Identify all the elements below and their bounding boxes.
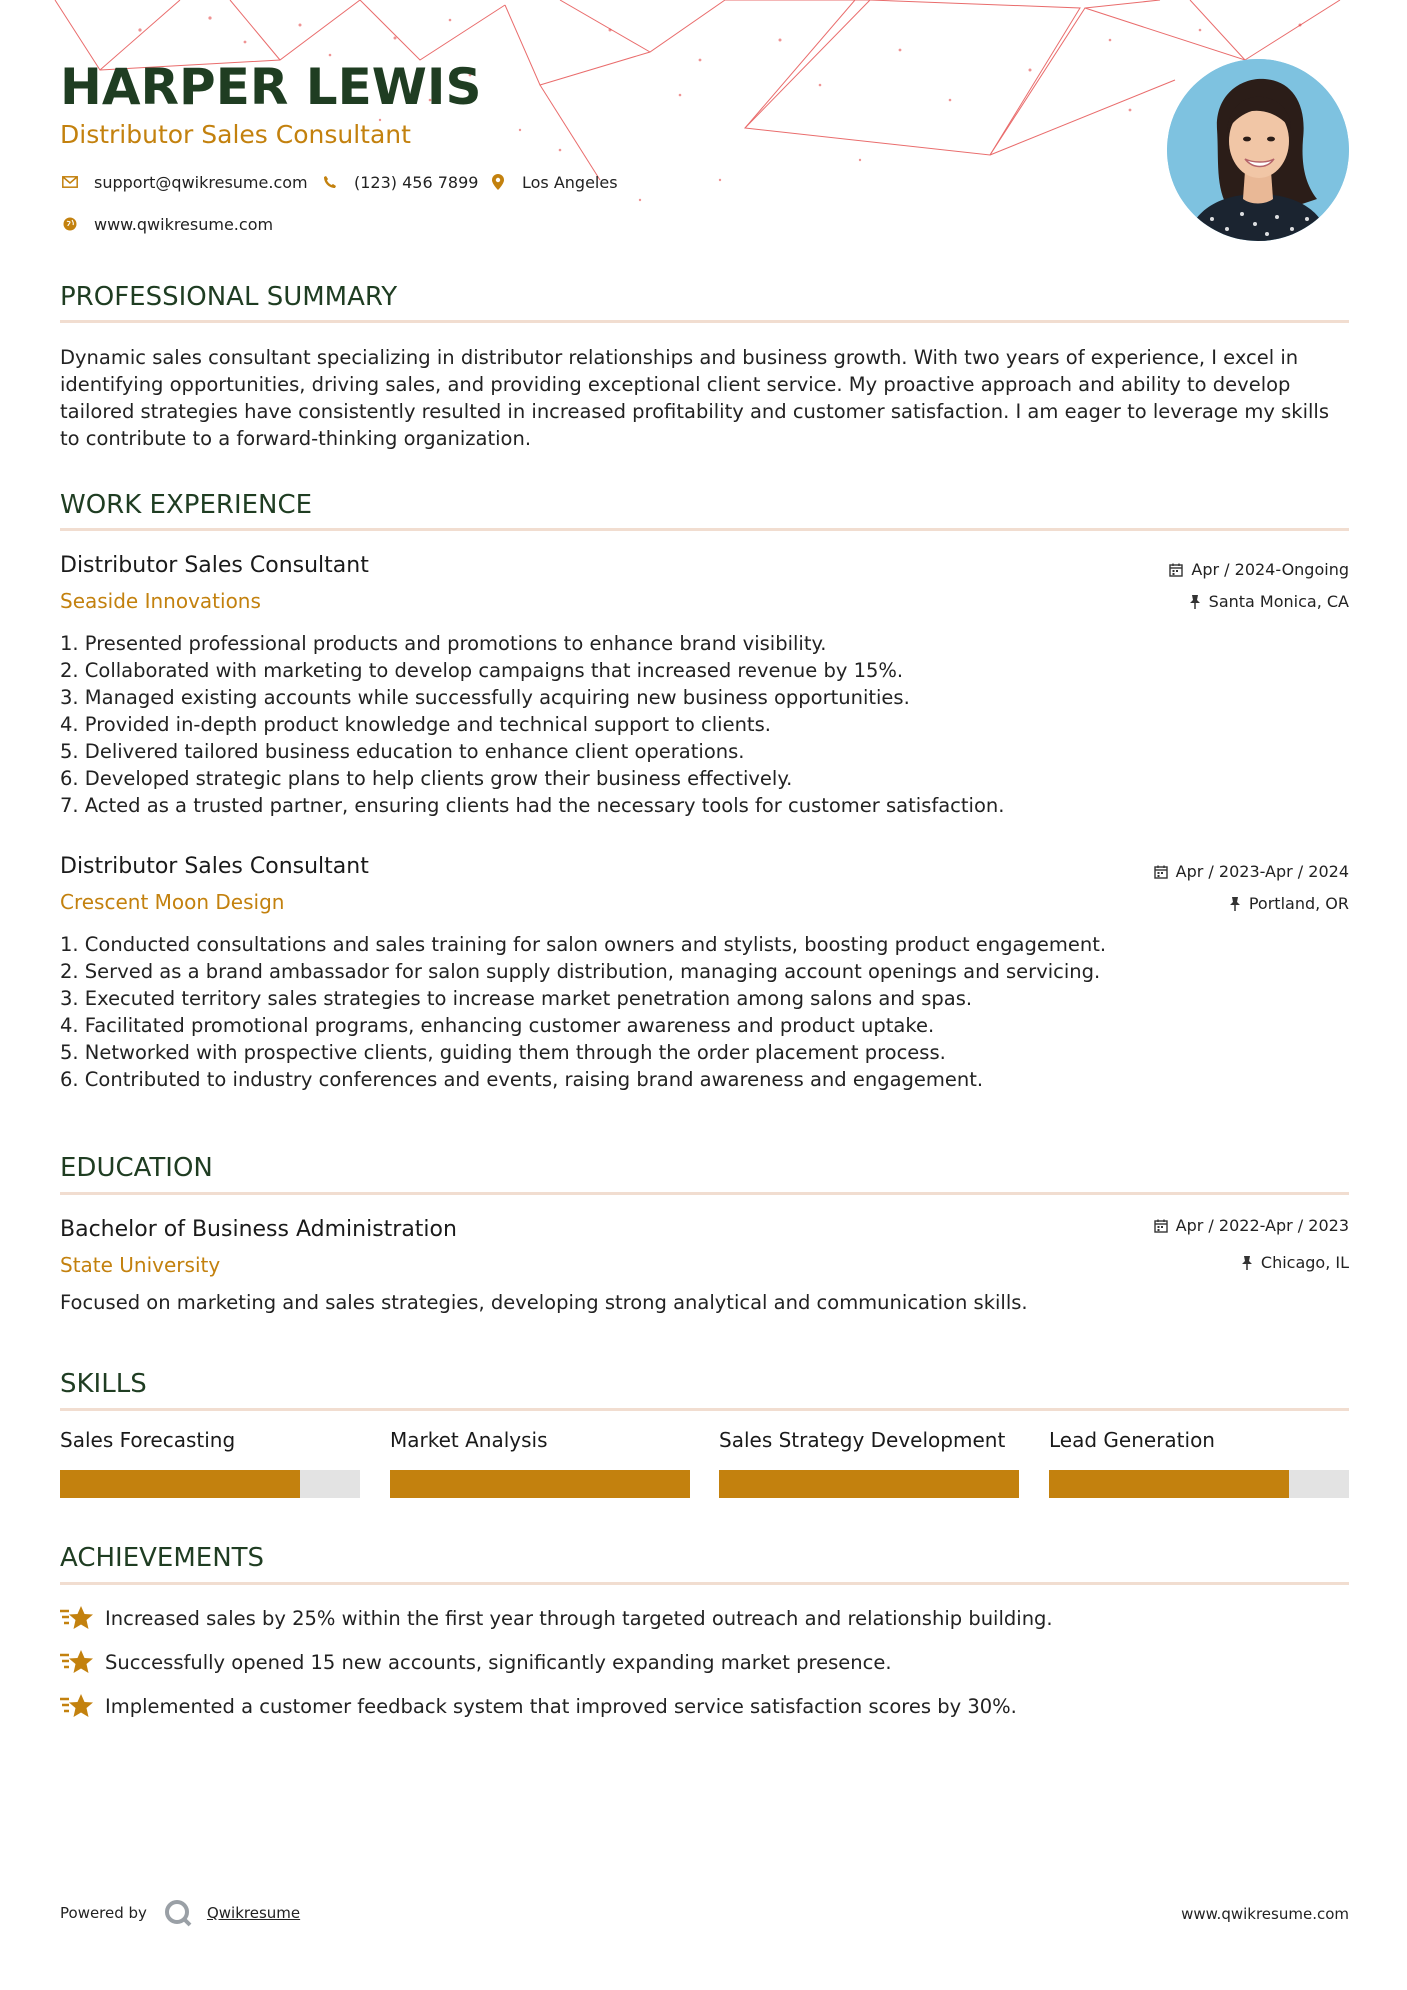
job-bullets	[60, 931, 1340, 1093]
phone-icon	[320, 172, 340, 192]
achievements-divider	[60, 1582, 1349, 1585]
job-company: Crescent Moon Design	[60, 890, 285, 914]
pushpin-icon	[1189, 595, 1201, 609]
qwikresume-logo-icon	[163, 1898, 193, 1928]
skill-bar	[719, 1470, 1019, 1498]
education-dates	[1154, 1216, 1349, 1235]
qwikresume-link[interactable]: Qwikresume	[206, 1904, 301, 1922]
star-icon	[60, 1692, 94, 1720]
calendar-icon	[1154, 865, 1168, 879]
job-dates	[1169, 560, 1349, 579]
list-item: 6. Developed strategic plans to help clients grow their business effectively.	[60, 767, 793, 790]
list-item: 3. Managed existing accounts while successfully acquiring new business opportunities.	[60, 686, 910, 709]
summary-text: Dynamic sales consultant specializing in distributor relationships and business growth. With two years of experience, I excel in identifying opportunities, driving sales, and providing exceptional client service. My proactive approach and ability to develop tailored strategies have consistently resulted in increased profitability and customer satisfaction. I am eager to leverage my skills to contribute to a forward-thinking organization.	[60, 346, 1329, 450]
skill-item	[1049, 1428, 1349, 1498]
footer-website[interactable]: www.qwikresume.com	[1181, 1905, 1349, 1923]
job-company: Seaside Innovations	[60, 589, 261, 613]
profile-photo	[1167, 59, 1349, 241]
list-item: 3. Executed territory sales strategies to increase market penetration among salons and spas.	[60, 987, 973, 1010]
summary-heading: PROFESSIONAL SUMMARY	[60, 282, 398, 312]
pushpin-icon	[1229, 897, 1241, 911]
contact-email[interactable]	[60, 172, 308, 192]
pushpin-icon	[1241, 1256, 1253, 1270]
achievement-item	[60, 1692, 1017, 1720]
experience-divider	[60, 528, 1349, 531]
list-item: 2. Collaborated with marketing to develop campaigns that increased revenue by 15%.	[60, 659, 904, 682]
education-dates-text: Apr / 2022-Apr / 2023	[1175, 1216, 1349, 1235]
job-dates-text: Apr / 2024-Ongoing	[1191, 560, 1349, 579]
candidate-name: HARPER LEWIS	[60, 58, 482, 116]
skill-item	[390, 1428, 690, 1498]
list-item: 2. Served as a brand ambassador for salon supply distribution, managing account openings and servicing.	[60, 960, 1101, 983]
candidate-title: Distributor Sales Consultant	[60, 120, 411, 149]
skill-bar	[390, 1470, 690, 1498]
powered-by-text: Powered by	[60, 1904, 147, 1922]
job-location-text: Santa Monica, CA	[1208, 592, 1349, 611]
job-location	[1229, 894, 1349, 913]
achievement-text: Implemented a customer feedback system that improved service satisfaction scores by 30%.	[105, 1694, 1017, 1718]
star-icon	[60, 1604, 94, 1632]
skill-bar	[60, 1470, 360, 1498]
job-location-text: Portland, OR	[1248, 894, 1349, 913]
envelope-icon	[60, 172, 80, 192]
education-description: Focused on marketing and sales strategies, developing strong analytical and communication skills.	[60, 1291, 1028, 1314]
globe-icon	[60, 214, 80, 234]
list-item: 6. Contributed to industry conferences and events, raising brand awareness and engagement.	[60, 1068, 984, 1091]
skill-level-fill	[719, 1470, 1019, 1498]
education-location-text: Chicago, IL	[1260, 1253, 1349, 1272]
location-text: Los Angeles	[522, 172, 618, 192]
degree-title: Bachelor of Business Administration	[60, 1217, 457, 1242]
skill-level-fill	[60, 1470, 300, 1498]
skill-level-fill	[390, 1470, 690, 1498]
list-item: 4. Facilitated promotional programs, enhancing customer awareness and product uptake.	[60, 1014, 935, 1037]
skill-label: Sales Forecasting	[60, 1428, 236, 1452]
contact-phone[interactable]	[320, 172, 478, 192]
list-item: 1. Conducted consultations and sales training for salon owners and stylists, boosting product engagement.	[60, 933, 1107, 956]
map-pin-icon	[488, 172, 508, 192]
skill-item	[719, 1428, 1019, 1498]
achievement-item	[60, 1604, 1053, 1632]
list-item: 7. Acted as a trusted partner, ensuring clients had the necessary tools for customer satisfaction.	[60, 794, 1005, 817]
school-name: State University	[60, 1253, 221, 1277]
summary-divider	[60, 320, 1349, 323]
skill-label: Market Analysis	[390, 1428, 548, 1452]
list-item: 4. Provided in-depth product knowledge and technical support to clients.	[60, 713, 771, 736]
job-location	[1189, 592, 1349, 611]
job-title: Distributor Sales Consultant	[60, 553, 369, 578]
star-icon	[60, 1648, 94, 1676]
list-item: 5. Delivered tailored business education to enhance client operations.	[60, 740, 745, 763]
job-title: Distributor Sales Consultant	[60, 854, 369, 879]
job-dates-text: Apr / 2023-Apr / 2024	[1175, 862, 1349, 881]
email-text: support@qwikresume.com	[94, 172, 308, 192]
experience-heading: WORK EXPERIENCE	[60, 490, 313, 520]
job-bullets	[60, 630, 1340, 819]
contact-website[interactable]	[60, 214, 273, 234]
achievements-heading: ACHIEVEMENTS	[60, 1543, 265, 1573]
skill-bar	[1049, 1470, 1349, 1498]
list-item: 5. Networked with prospective clients, guiding them through the order placement process.	[60, 1041, 946, 1064]
skill-label: Lead Generation	[1049, 1428, 1215, 1452]
contact-location	[488, 172, 618, 192]
achievement-text: Successfully opened 15 new accounts, significantly expanding market presence.	[105, 1650, 892, 1674]
phone-text: (123) 456 7899	[354, 172, 479, 192]
education-heading: EDUCATION	[60, 1153, 213, 1183]
skills-divider	[60, 1408, 1349, 1411]
skill-item	[60, 1428, 360, 1498]
education-divider	[60, 1192, 1349, 1195]
list-item: 1. Presented professional products and promotions to enhance brand visibility.	[60, 632, 827, 655]
calendar-icon	[1154, 1219, 1168, 1233]
website-text: www.qwikresume.com	[94, 214, 274, 234]
skill-level-fill	[1049, 1470, 1289, 1498]
achievement-item	[60, 1648, 892, 1676]
calendar-icon	[1169, 563, 1183, 577]
achievement-text: Increased sales by 25% within the first year through targeted outreach and relationship building.	[105, 1606, 1053, 1630]
footer-powered-by	[60, 1898, 300, 1928]
job-dates	[1154, 862, 1349, 881]
skills-heading: SKILLS	[60, 1369, 147, 1399]
skill-label: Sales Strategy Development	[719, 1428, 1006, 1452]
education-location	[1241, 1253, 1349, 1272]
